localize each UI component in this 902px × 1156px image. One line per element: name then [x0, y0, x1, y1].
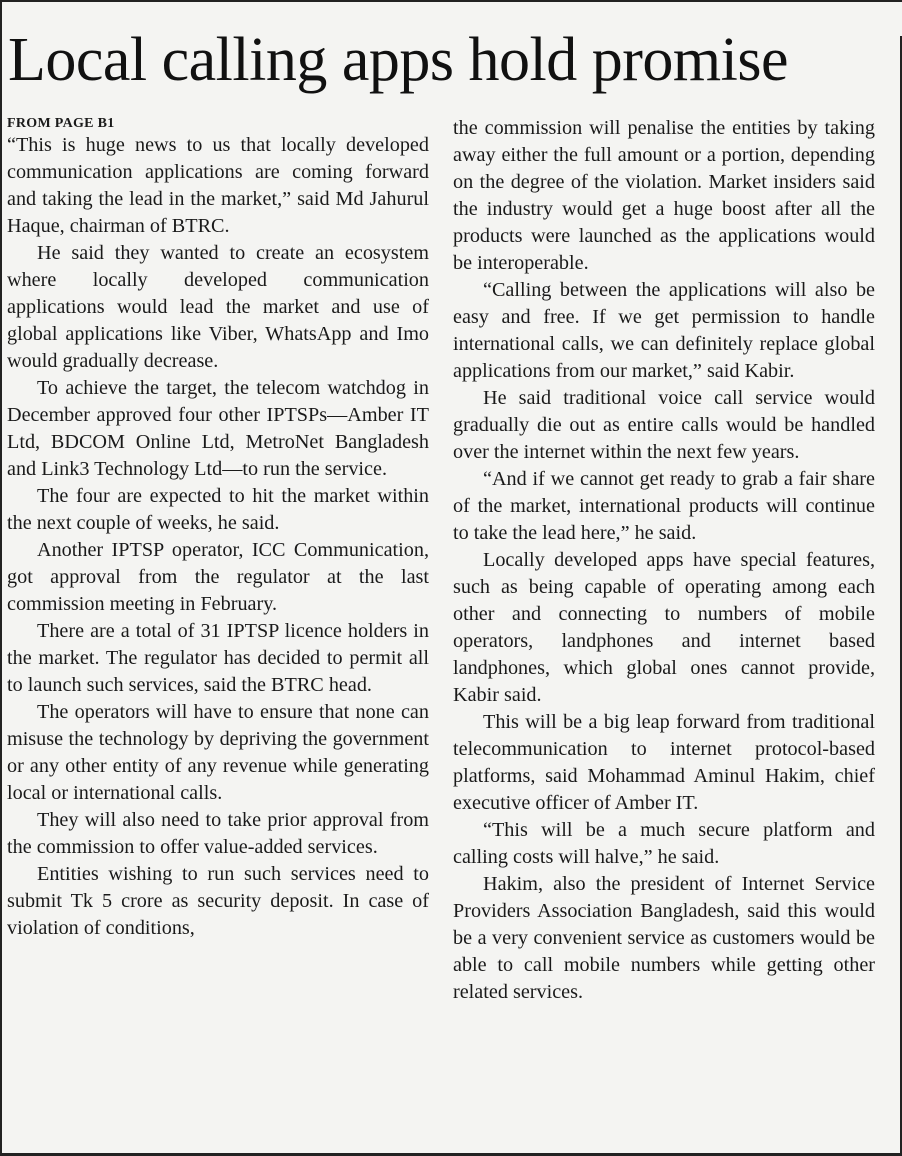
continued-from-kicker: FROM PAGE B1	[7, 116, 115, 131]
paragraph: They will also need to take prior approval from the commission to offer value-added services.	[7, 809, 429, 858]
paragraph: “This will be a much secure platform and calling costs will halve,” he said.	[453, 819, 875, 868]
paragraph: Locally developed apps have special features, such as being capable of operating among each other and connecting to numbers of mobile operators, landphones and internet based landphones, which global ones cannot provide, Kabir said.	[453, 549, 875, 706]
paragraph: He said they wanted to create an ecosystem where locally developed communication applications would lead the market and use of global applications like Viber, WhatsApp and Imo would gradually decrease.	[7, 242, 429, 372]
paragraph: The four are expected to hit the market within the next couple of weeks, he said.	[7, 485, 429, 534]
paragraph: “And if we cannot get ready to grab a fair share of the market, international products will continue to take the lead here,” he said.	[453, 468, 875, 544]
left-column	[7, 115, 429, 942]
paragraph: “Calling between the applications will also be easy and free. If we get permission to handle international calls, we can definitely replace global applications from our market,” said Kabir.	[453, 279, 875, 382]
paragraph: There are a total of 31 IPTSP licence holders in the market. The regulator has decided to permit all to launch such services, said the BTRC head.	[7, 620, 429, 696]
paragraph: He said traditional voice call service would gradually die out as entire calls would be handled over the internet within the next few years.	[453, 387, 875, 463]
paragraph: Another IPTSP operator, ICC Communication, got approval from the regulator at the last commission meeting in February.	[7, 539, 429, 615]
paragraph: The operators will have to ensure that none can misuse the technology by depriving the government or any other entity of any revenue while generating local or international calls.	[7, 701, 429, 804]
paragraph: Hakim, also the president of Internet Service Providers Association Bangladesh, said this would be a very convenient service as customers would be able to call mobile numbers while getting other related services.	[453, 873, 875, 1003]
paragraph: “This is huge news to us that locally developed communication applications are coming forward and taking the lead in the market,” said Md Jahurul Haque, chairman of BTRC.	[7, 134, 429, 237]
paragraph: Entities wishing to run such services need to submit Tk 5 crore as security deposit. In case of violation of conditions,	[7, 863, 429, 939]
right-column	[453, 115, 875, 1006]
headline: Local calling apps hold promise	[8, 26, 788, 94]
paragraph: To achieve the target, the telecom watchdog in December approved four other IPTSPs—Amber IT Ltd, BDCOM Online Ltd, MetroNet Bangladesh and Link3 Technology Ltd—to run the service.	[7, 377, 429, 480]
paragraph: the commission will penalise the entities by taking away either the full amount or a portion, depending on the degree of the violation. Market insiders said the industry would get a huge boost after all the products were launched as the applications would be interoperable.	[453, 117, 875, 274]
paragraph: This will be a big leap forward from traditional telecommunication to internet protocol-based platforms, said Mohammad Aminul Hakim, chief executive officer of Amber IT.	[453, 711, 875, 814]
